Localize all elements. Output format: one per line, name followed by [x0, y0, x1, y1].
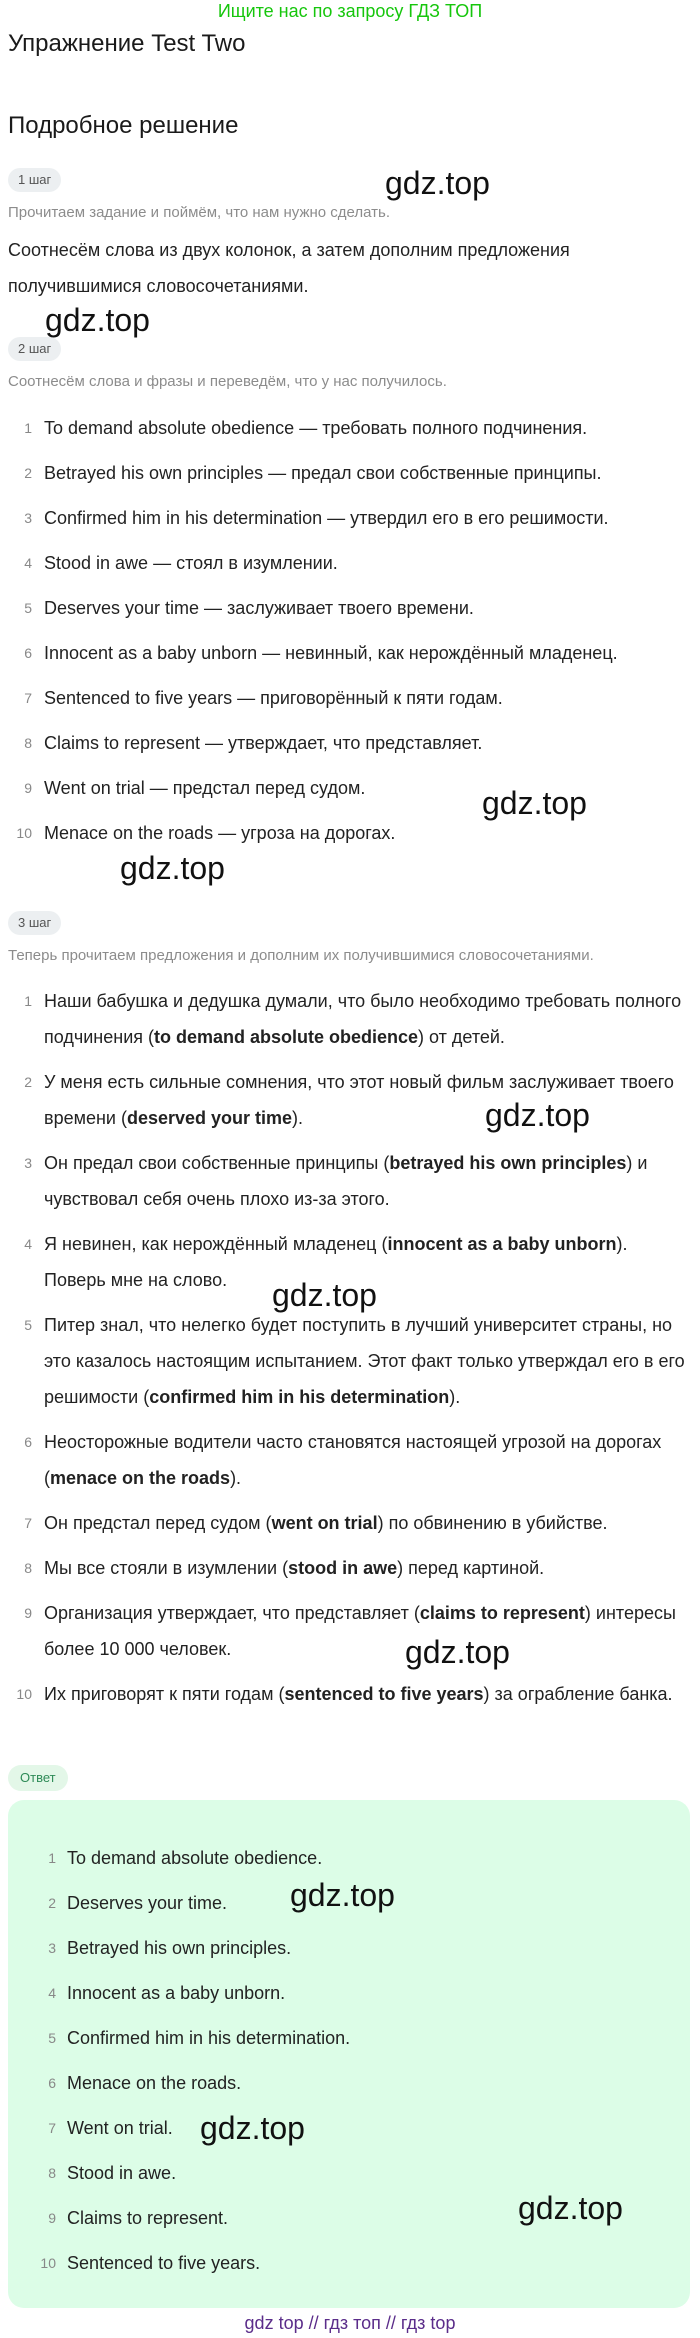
list-item: 4 Innocent as a baby unborn. [48, 1983, 286, 2003]
list-item: 2 Deserves your time. [48, 1893, 228, 1913]
step-2-badge: 2 шаг [8, 337, 61, 361]
list-item: 4 Я невинен, как нерождённый младенец (innocent as a baby unborn). Поверь мне на слово. [24, 1234, 628, 1290]
list-item: 1 To demand absolute obedience. [48, 1848, 323, 1868]
watermark: gdz.top [518, 2190, 623, 2226]
search-banner[interactable]: Ищите нас по запросу ГДЗ ТОП [217, 1, 483, 21]
watermark: gdz.top [200, 2110, 305, 2146]
list-item: 6 Неосторожные водители часто становятся настоящей угрозой на дорогах (menace on the roads). [24, 1432, 662, 1488]
list-item: 8 Claims to represent — утверждает, что представляет. [24, 733, 483, 753]
page-title: Упражнение Test Two [8, 30, 246, 57]
list-item: 7 Went on trial. [48, 2118, 173, 2138]
footer-links[interactable]: gdz top // гдз топ // гдз top [244, 2313, 456, 2333]
list-item: 5 Питер знал, что нелегко будет поступить в лучший университет страны, но это казалось настоящим испытанием. Этот факт только утверждал его в его решимости (confirmed him in his determination). [24, 1315, 685, 1407]
list-item: 9 Организация утверждает, что представляет (claims to represent) интересы более 10 000 человек. [24, 1603, 676, 1659]
list-item: 3 Он предал свои собственные принципы (betrayed his own principles) и чувствовал себя очень плохо из-за этого. [24, 1153, 648, 1209]
list-item: 3 Betrayed his own principles. [48, 1938, 292, 1958]
list-item: 10 Sentenced to five years. [40, 2253, 261, 2273]
list-item: 9 Went on trial — предстал перед судом. [24, 778, 366, 798]
list-item: 2 Betrayed his own principles — предал свои собственные принципы. [24, 463, 602, 483]
step-1-text: Соотнесём слова из двух колонок, а затем дополним предложения получившимися словосочетаниями. [8, 240, 570, 296]
list-item: 1 Наши бабушка и дедушка думали, что было необходимо требовать полного подчинения (to demand absolute obedience) от детей. [24, 991, 682, 1047]
step-3-badge: 3 шаг [8, 911, 61, 935]
step-2-note: Соотнесём слова и фразы и переведём, что у нас получилось. [8, 373, 447, 390]
list-item: 7 Sentenced to five years — приговорённый к пяти годам. [24, 688, 503, 708]
list-item: 8 Мы все стояли в изумлении (stood in awe) перед картиной. [24, 1558, 545, 1578]
list-item: 6 Menace on the roads. [48, 2073, 242, 2093]
list-item: 10 Menace on the roads — угроза на дорогах. [16, 823, 396, 843]
list-item: 5 Deserves your time — заслуживает твоего времени. [24, 598, 474, 618]
section-title: Подробное решение [8, 112, 239, 139]
list-item: 8 Stood in awe. [48, 2163, 177, 2183]
step-1-badge: 1 шаг [8, 168, 61, 192]
watermark: gdz.top [385, 165, 490, 201]
watermark: gdz.top [482, 785, 587, 821]
watermark: gdz.top [405, 1634, 510, 1670]
list-item: 7 Он предстал перед судом (went on trial) по обвинению в убийстве. [24, 1513, 608, 1533]
watermark: gdz.top [485, 1097, 590, 1133]
list-item: 9 Claims to represent. [48, 2208, 229, 2228]
list-item: 2 У меня есть сильные сомнения, что этот новый фильм заслуживает твоего времени (deserved your time). [24, 1072, 674, 1128]
list-item: 5 Confirmed him in his determination. [48, 2028, 351, 2048]
watermark: gdz.top [120, 850, 225, 886]
list-item: 10 Их приговорят к пяти годам (sentenced to five years) за ограбление банка. [16, 1684, 673, 1704]
watermark: gdz.top [272, 1277, 377, 1313]
list-item: 6 Innocent as a baby unborn — невинный, как нерождённый младенец. [24, 643, 618, 663]
list-item: 3 Confirmed him in his determination — утвердил его в его решимости. [24, 508, 609, 528]
answer-badge: Ответ [8, 1765, 68, 1791]
list-item: 4 Stood in awe — стоял в изумлении. [24, 553, 338, 573]
watermark: gdz.top [290, 1877, 395, 1913]
step-3-note: Теперь прочитаем предложения и дополним их получившимися словосочетаниями. [8, 947, 594, 964]
list-item: 1 To demand absolute obedience — требовать полного подчинения. [24, 418, 588, 438]
watermark: gdz.top [45, 302, 150, 338]
step-1-note: Прочитаем задание и поймём, что нам нужно сделать. [8, 204, 391, 221]
